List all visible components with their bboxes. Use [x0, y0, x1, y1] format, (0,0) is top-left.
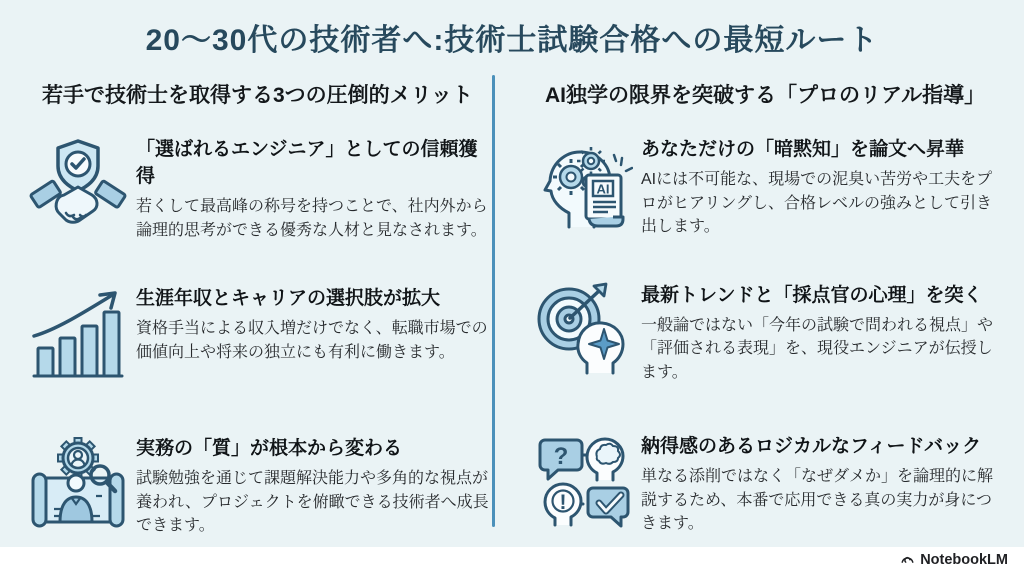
column-header-coaching: AI独学の限界を突破する「プロのリアル指導」 [545, 84, 986, 107]
head-gears-ai-document-icon [531, 133, 635, 237]
coaching-item-text [635, 279, 997, 385]
notebooklm-icon [900, 552, 915, 567]
coaching-item-trends [531, 279, 1004, 385]
merit-item-title: 生涯年収とキャリアの選択肢が拡大 [136, 288, 441, 310]
merit-item-text [130, 133, 492, 242]
coaching-item-text [635, 430, 997, 536]
footer-brand-label: NotebookLM [920, 551, 1008, 568]
coaching-item-body: AIには不可能な、現場での泥臭い苦労や工夫をプロがヒアリングし、合格レベルの強みとして引き出します。 [641, 171, 993, 236]
merit-item-title: 「選ばれるエンジニア」としての信頼獲得 [136, 139, 478, 187]
handshake-shield-icon [26, 133, 130, 237]
column-coaching [495, 73, 1004, 538]
merit-item-title: 実務の「質」が根本から変わる [136, 438, 403, 460]
column-header-merits: 若手で技術士を取得する3つの圧倒的メリット [42, 84, 473, 107]
merit-item-trust [26, 133, 492, 242]
coaching-item-body: 単なる添削ではなく「なぜダメか」を論理的に解説するため、本番で応用できる真の実力が身につきます。 [641, 468, 994, 533]
coaching-item-body: 一般論ではない「今年の試験で問われる視点」や「評価される表現」を、現役エンジニアが伝授します。 [641, 316, 994, 381]
merit-item-quality [26, 432, 492, 538]
svg-text:?: ? [553, 443, 569, 471]
target-dart-insight-icon [531, 279, 635, 383]
blueprint-review-icon [26, 432, 130, 536]
coaching-item-feedback [531, 430, 1004, 536]
coaching-item-tacit-knowledge [531, 133, 1004, 239]
svg-text:!: ! [559, 491, 567, 515]
two-column-layout [0, 59, 1024, 538]
coaching-item-title: 最新トレンドと「採点官の心理」を突く [641, 284, 983, 306]
coaching-item-title: 納得感のあるロジカルなフィードバック [641, 436, 982, 458]
footer-bar [0, 547, 1024, 572]
column-merits [26, 73, 492, 538]
merit-item-body: 試験勉強を通じて課題解決能力や多角的な視点が養われ、プロジェクトを俯瞰できる技術者へ成長できます。 [136, 470, 489, 535]
merit-item-body: 資格手当による収入増だけでなく、転職市場での価値向上や将来の独立にも有利に働きます。 [136, 320, 488, 361]
coaching-item-title: あなただけの「暗黙知」を論文へ昇華 [641, 139, 965, 160]
growth-chart-icon [26, 282, 130, 386]
footer-brand [900, 552, 1008, 568]
merit-item-text [130, 432, 492, 538]
merit-item-text [130, 282, 492, 364]
page-title: 20〜30代の技術者へ:技術士試験合格への最短ルート [145, 24, 879, 57]
merit-item-body: 若くして最高峰の称号を持つことで、社内外から論理的思考ができる優秀な人材と見なされます。 [136, 198, 488, 239]
feedback-chat-icon [531, 430, 635, 534]
coaching-item-text [635, 133, 997, 239]
merit-item-income [26, 282, 492, 386]
svg-text:AI: AI [596, 181, 610, 197]
